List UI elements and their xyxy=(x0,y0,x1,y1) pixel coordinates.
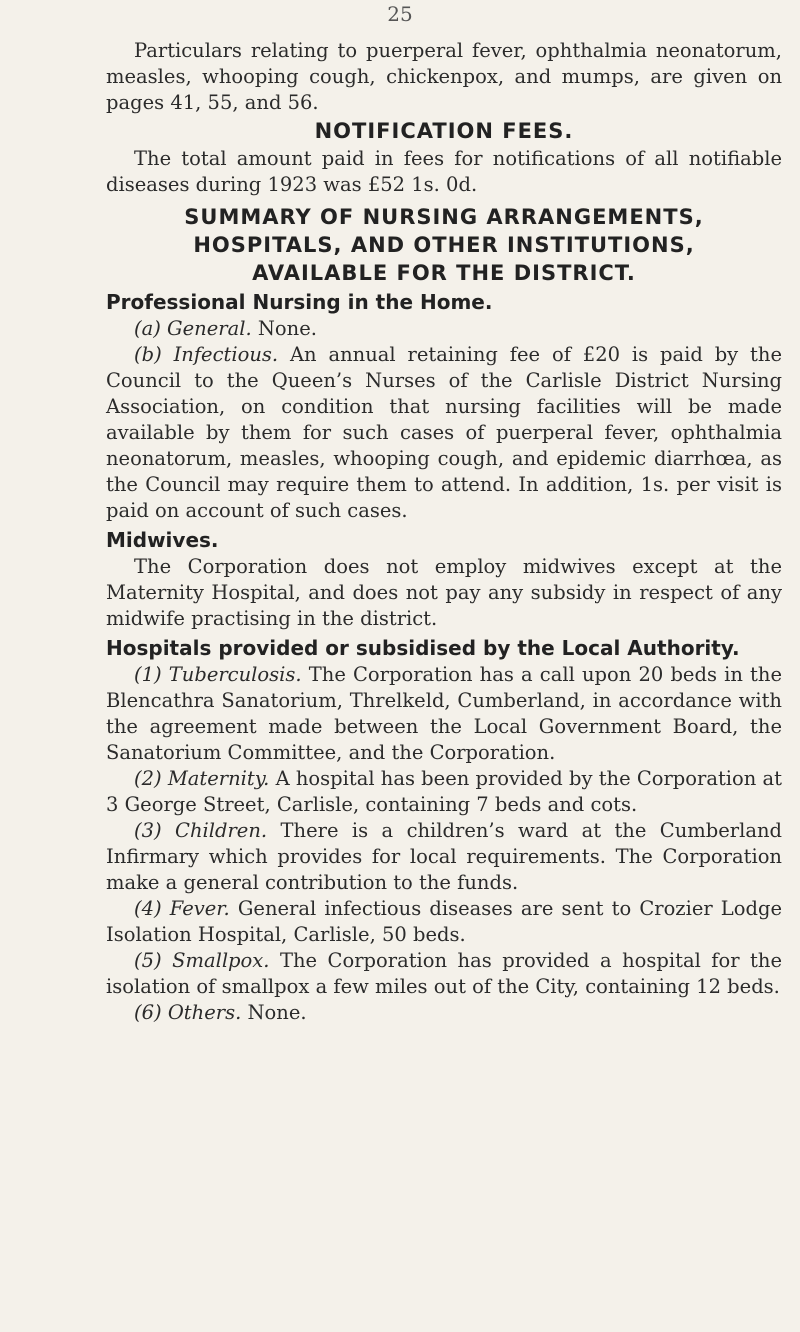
hospital-item-label: (5) Smallpox. xyxy=(134,949,270,972)
general-label: (a) General. xyxy=(134,317,252,340)
hospital-item xyxy=(106,896,782,948)
hospital-item-label: (1) Tuberculosis. xyxy=(134,663,302,686)
infectious-label: (b) Infectious. xyxy=(134,343,279,366)
hospital-item-text: There is a children’s ward at the Cumberland Infirmary which provides for local requirements. The Corporation make a general contribution to the funds. xyxy=(106,819,783,894)
professional-nursing-heading: Professional Nursing in the Home. xyxy=(106,290,493,314)
hospital-item-text: The Corporation has provided a hospital for the isolation of smallpox a few miles out of the City, containing 12 beds. xyxy=(106,949,782,998)
hospital-item xyxy=(106,818,782,896)
notification-paragraph: The total amount paid in fees for notifications of all notifiable diseases during 1923 was £52 1s. 0d. xyxy=(106,147,782,196)
infectious-paragraph xyxy=(106,342,782,524)
page-number: 25 xyxy=(387,2,413,26)
summary-heading-line3: AVAILABLE FOR THE DISTRICT. xyxy=(252,261,636,285)
summary-heading-line1: SUMMARY OF NURSING ARRANGEMENTS, xyxy=(184,205,704,229)
hospital-item-text: None. xyxy=(247,1001,307,1024)
general-paragraph xyxy=(106,316,782,342)
intro-paragraph: Particulars relating to puerperal fever, ophthalmia neonatorum, measles, whooping cough, chickenpox, and mumps, are given on pages 41, 55, and 56. xyxy=(106,39,782,114)
notification-heading: NOTIFICATION FEES. xyxy=(314,119,574,143)
infectious-text: An annual retaining fee of £20 is paid by the Council to the Queen’s Nurses of the Carlisle District Nursing Association, on condition that nursing facilities will be made available by them for such cases of puerperal fever, ophthalmia neonatorum, measles, whooping cough, and epidemic diarrhœa, as the Council may require them to attend. In addition, 1s. per visit is paid on account of such cases. xyxy=(106,343,782,522)
hospital-item xyxy=(106,662,782,766)
hospital-item-label: (4) Fever. xyxy=(134,897,230,920)
hospital-item-text: General infectious diseases are sent to Crozier Lodge Isolation Hospital, Carlisle, 50 beds. xyxy=(106,897,782,946)
summary-heading-line2: HOSPITALS, AND OTHER INSTITUTIONS, xyxy=(193,233,695,257)
page-content xyxy=(106,38,782,1026)
hospital-item-text: A hospital has been provided by the Corporation at 3 George Street, Carlisle, containing 7 beds and cots. xyxy=(106,767,783,816)
midwives-paragraph: The Corporation does not employ midwives except at the Maternity Hospital, and does not pay any subsidy in respect of any midwife practising in the district. xyxy=(106,555,782,630)
hospital-item-label: (3) Children. xyxy=(134,819,268,842)
hospital-item-text: The Corporation has a call upon 20 beds in the Blencathra Sanatorium, Threlkeld, Cumberland, in accordance with the agreement made between the Local Government Board, the Sanatorium Committee, and the Corporation. xyxy=(106,663,782,764)
hospital-item-label: (6) Others. xyxy=(134,1001,242,1024)
hospital-item xyxy=(106,766,782,818)
hospital-item-label: (2) Maternity. xyxy=(134,767,270,790)
hospital-item xyxy=(106,948,782,1000)
hospitals-heading: Hospitals provided or subsidised by the Local Authority. xyxy=(106,636,740,660)
midwives-heading: Midwives. xyxy=(106,528,219,552)
hospital-item xyxy=(106,1000,782,1026)
general-text: None. xyxy=(257,317,317,340)
